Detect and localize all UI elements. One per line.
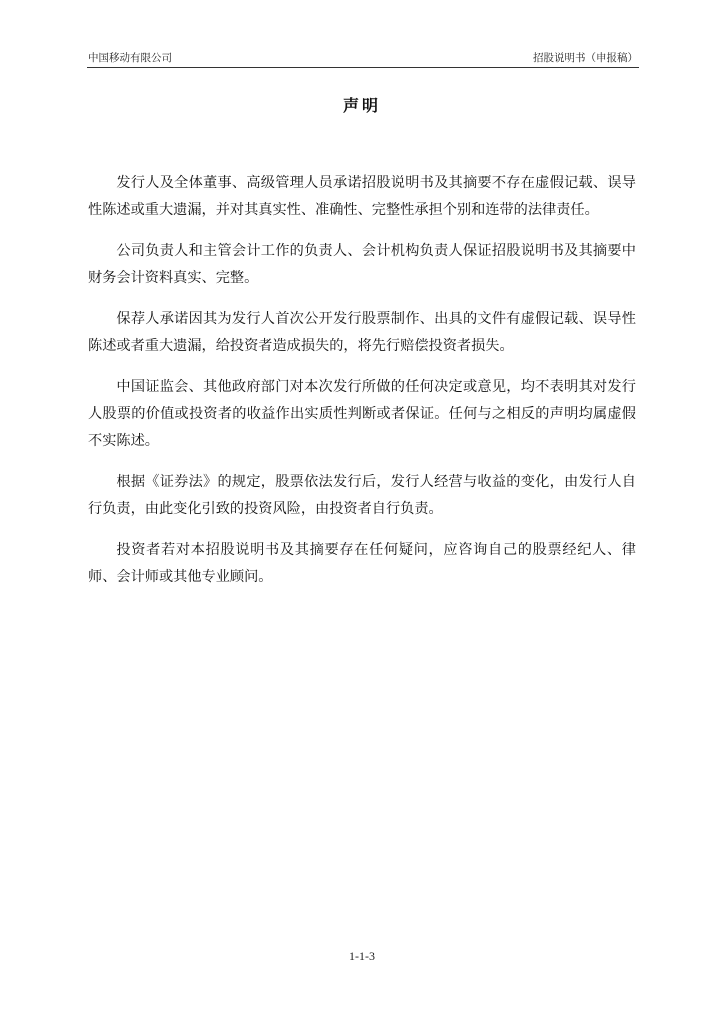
page-title: 声明 xyxy=(342,96,381,115)
paragraph: 根据《证券法》的规定，股票依法发行后，发行人经营与收益的变化，由发行人自行负责，由此变化引致的投资风险，由投资者自行负责。 xyxy=(88,474,636,517)
header-document-title: 招股说明书（申报稿） xyxy=(533,52,638,64)
page-header xyxy=(88,50,638,66)
header-company-name: 中国移动有限公司 xyxy=(88,52,172,64)
paragraph: 发行人及全体董事、高级管理人员承诺招股说明书及其摘要不存在虚假记载、误导性陈述或重大遗漏，并对其真实性、准确性、完整性承担个别和连带的法律责任。 xyxy=(88,175,636,218)
header-divider xyxy=(87,67,639,68)
paragraph: 公司负责人和主管会计工作的负责人、会计机构负责人保证招股说明书及其摘要中财务会计资料真实、完整。 xyxy=(88,243,636,286)
paragraph: 投资者若对本招股说明书及其摘要存在任何疑问，应咨询自己的股票经纪人、律师、会计师或其他专业顾问。 xyxy=(88,542,636,585)
paragraph: 中国证监会、其他政府部门对本次发行所做的任何决定或意见，均不表明其对发行人股票的价值或投资者的收益作出实质性判断或者保证。任何与之相反的声明均属虚假不实陈述。 xyxy=(88,379,636,449)
statement-body xyxy=(88,170,636,605)
page-number: 1-1-3 xyxy=(349,949,375,963)
paragraph: 保荐人承诺因其为发行人首次公开发行股票制作、出具的文件有虚假记载、误导性陈述或者重大遗漏，给投资者造成损失的，将先行赔偿投资者损失。 xyxy=(88,311,636,354)
